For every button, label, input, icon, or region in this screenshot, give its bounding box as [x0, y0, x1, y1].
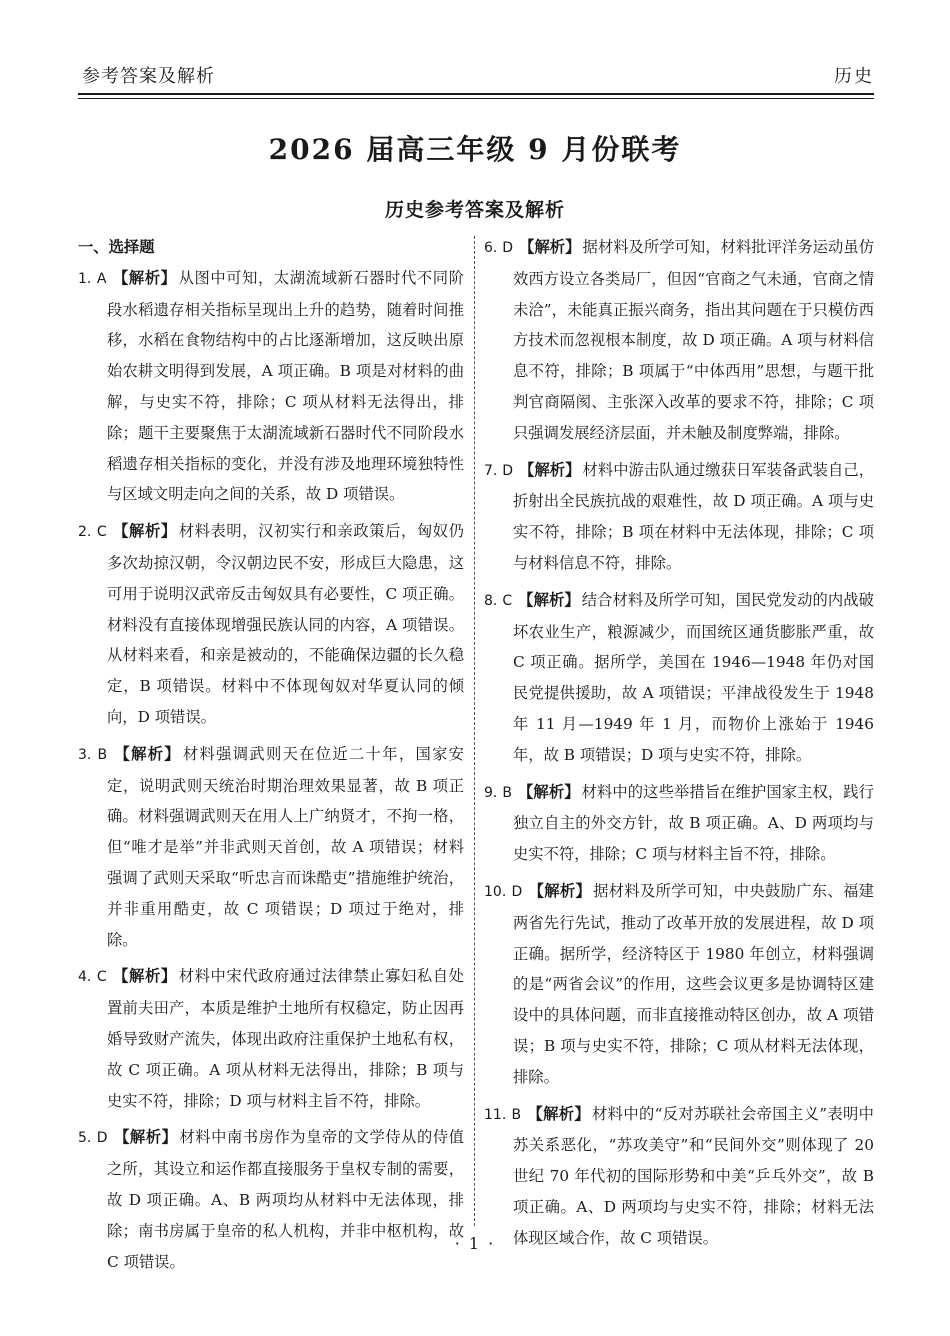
analysis-text: 材料中游击队通过缴获日军装备武装自己，折射出全民族抗战的艰难性，故 D 项正确。A 项与史实不符，排除；B 项在材料中无法体现，排除；C 项与材料信息不符，排除。	[513, 460, 874, 572]
question-number: 5.	[78, 1130, 92, 1147]
header-rule-thin	[78, 98, 874, 99]
analysis-tag: 【解析】	[528, 881, 592, 900]
analysis-tag: 【解析】	[518, 590, 580, 609]
answer-item	[78, 1122, 464, 1277]
analysis-text: 结合材料及所学可知，国民党发动的内战破坏农业生产，粮源减少，而国统区通货膨胀严重，故 C 项正确。据所学，美国在 1946—1948 年仍对国民党提供援助，故 A 项错误；平津战役发生于 1948 年 11 月—1949 年 1 月，而物价上涨始于 1946 年，故 B 项错误；D 项与史实不符，排除。	[513, 590, 874, 764]
section-heading: 一、选择题	[78, 238, 155, 256]
answer-item	[484, 232, 874, 449]
page-number: · 1 ·	[454, 1234, 496, 1253]
answer-letter: B	[511, 1106, 522, 1123]
analysis-tag: 【解析】	[112, 268, 177, 287]
answer-letter: D	[502, 240, 514, 256]
analysis-tag: 【解析】	[517, 782, 580, 801]
answer-letter: C	[96, 969, 107, 986]
analysis-tag: 【解析】	[113, 744, 181, 763]
answer-item	[484, 1099, 874, 1254]
answer-letter: C	[96, 524, 107, 541]
analysis-text: 材料表明，汉初实行和亲政策后，匈奴仍多次劫掠汉朝，令汉朝边民不安，形成巨大隐患，这可用于说明汉武帝反击匈奴具有必要性，C 项正确。材料没有直接体现增强民族认同的内容，A 项错误。从材料来看，和亲是被动的，不能确保边疆的长久稳定，B 项错误。材料中不体现匈奴对华夏认同的倾向，D 项错误。	[107, 522, 464, 726]
question-number: 6.	[484, 240, 498, 256]
answer-letter: A	[96, 270, 107, 287]
answer-letter: B	[97, 746, 108, 763]
answer-item	[78, 516, 464, 733]
analysis-text: 材料强调武则天在位近二十年，国家安定，说明武则天统治时期治理效果显著，故 B 项正确。材料强调武则天在用人上广纳贤才，不拘一格，但“唯才是举”并非武则天首创，故 A 项错误；材料强调了武则天采取“听忠言而诛酷吏”措施维护统治，并非重用酷吏，故 C 项错误；D 项过于绝对，排除。	[107, 744, 464, 949]
analysis-text: 材料中的“反对苏联社会帝国主义”表明中苏关系恶化，“苏攻美守”和“民间外交”则体现了 20 世纪 70 年代初的国际形势和中美“乒乓外交”，故 B 项正确。A、D 两项均与史实不符，排除；材料无法体现区域合作，故 C 项错误。	[513, 1104, 874, 1247]
analysis-text: 从图中可知，太湖流域新石器时代不同阶段水稻遗存相关指标呈现出上升的趋势，随着时间推移，水稻在食物结构中的占比逐渐增加，这反映出原始农耕文明得到发展，A 项正确。B 项是对材料的曲解，与史实不符，排除；C 项从材料无法得出，排除；题干主要聚焦于太湖流域新石器时代不同阶段水稻遗存相关指标的变化，并没有涉及地理环境独特性与区域文明走向之间的关系，故 D 项错误。	[107, 268, 464, 504]
question-number: 11.	[484, 1106, 507, 1123]
header-doc-type: 参考答案及解析	[82, 66, 215, 87]
answer-item	[78, 263, 464, 510]
answer-item	[484, 777, 874, 870]
answer-item	[78, 961, 464, 1116]
left-column	[78, 232, 464, 1283]
analysis-tag: 【解析】	[519, 460, 581, 479]
question-number: 9.	[484, 784, 498, 801]
question-number: 1.	[78, 270, 92, 287]
analysis-tag: 【解析】	[112, 967, 177, 986]
analysis-tag: 【解析】	[112, 522, 177, 541]
page-subtitle: 历史参考答案及解析	[384, 199, 565, 221]
analysis-tag: 【解析】	[527, 1104, 591, 1123]
question-number: 8.	[484, 592, 498, 609]
answer-letter: D	[511, 883, 523, 900]
page-title: 2026 届高三年级 9 月份联考	[268, 133, 682, 166]
header-subject: 历史	[834, 66, 874, 87]
analysis-text: 材料中宋代政府通过法律禁止寡妇私自处置前夫田产，本质是维护土地所有权稳定，防止因再婚导致财产流失，体现出政府注重保护土地私有权，故 C 项正确。A 项从材料无法得出，排除；B 项与史实不符，排除；D 项与材料主旨不符，排除。	[107, 967, 464, 1110]
answer-item	[78, 739, 464, 956]
answer-item	[484, 876, 874, 1093]
analysis-text: 据材料及所学可知，材料批评洋务运动虽仿效西方设立各类局厂，但因“官商之气未通，官商之情未洽”，未能真正振兴商务，指出其问题在于只模仿西方技术而忽视根本制度，故 D 项正确。A 项与材料信息不符，排除；B 项属于“中体西用”思想，与题干批判官商隔阂、主张深入改革的要求不符，排除；C 项只强调发展经济层面，并未触及制度弊端，排除。	[513, 238, 874, 442]
answer-item	[484, 585, 874, 771]
question-number: 4.	[78, 969, 92, 986]
answer-item	[484, 455, 874, 579]
answer-letter: D	[502, 462, 514, 479]
analysis-text: 据材料及所学可知，中央鼓励广东、福建两省先行先试，推动了改革开放的发展进程，故 D 项正确。据所学，经济特区于 1980 年创立，材料强调的是“两省会议”的作用，这些会议更多是协调特区建设中的具体问题，而非直接推动特区创办，故 A 项错误；B 项与史实不符，排除；C 项从材料无法体现，排除。	[513, 881, 874, 1086]
analysis-tag: 【解析】	[519, 238, 581, 256]
analysis-text: 材料中南书房作为皇帝的文学侍从的侍值之所，其设立和运作都直接服务于皇权专制的需要，故 D 项正确。A、B 两项均从材料中无法体现，排除；南书房属于皇帝的私人机构，并非中枢机构，故 C 项错误。	[107, 1128, 464, 1271]
analysis-tag: 【解析】	[113, 1128, 178, 1147]
analysis-text: 材料中的这些举措旨在维护国家主权，践行独立自主的外交方针，故 B 项正确。A、D 两项均与史实不符，排除；C 项与材料主旨不符，排除。	[513, 782, 874, 864]
right-column	[484, 232, 874, 1260]
page-header	[78, 56, 874, 92]
answer-letter: C	[502, 592, 513, 609]
question-number: 7.	[484, 462, 498, 479]
answer-letter: B	[502, 784, 512, 801]
question-number: 3.	[78, 746, 92, 763]
header-rule-thick	[78, 93, 874, 95]
question-number: 10.	[484, 883, 507, 900]
question-number: 2.	[78, 524, 92, 541]
answer-letter: D	[96, 1130, 108, 1147]
column-divider	[474, 236, 475, 1226]
